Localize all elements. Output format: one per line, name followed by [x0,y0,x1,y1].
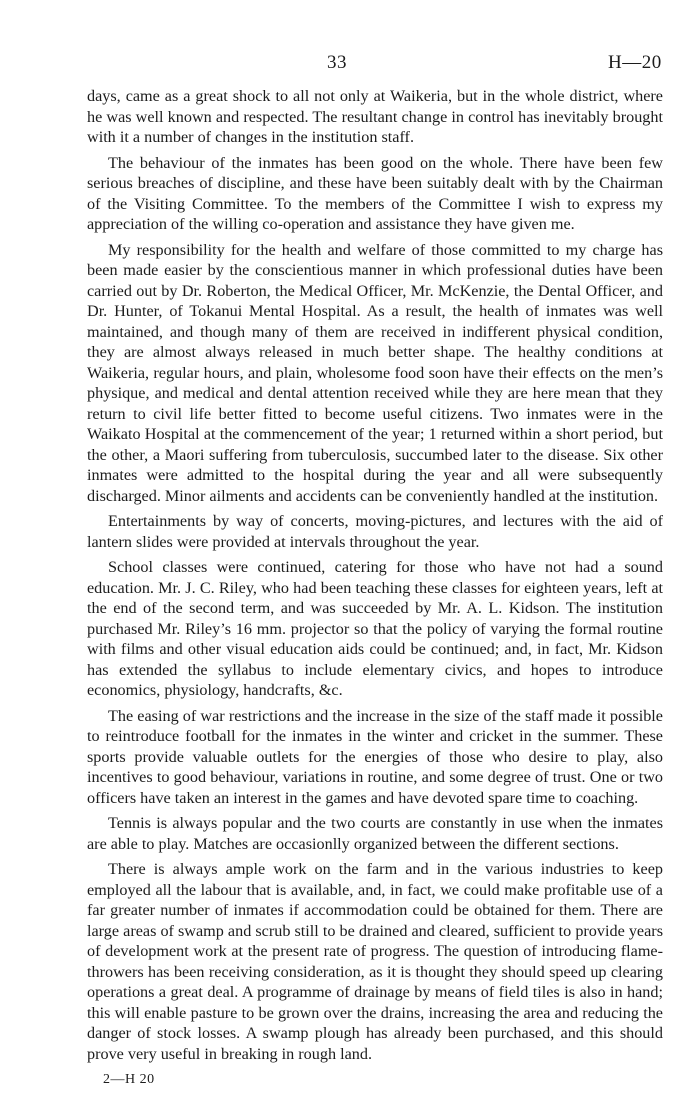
paragraph-behaviour: The behaviour of the inmates has been good on the whole. There have been few serious breaches of discipline, and these have been suitably dealt with by the Chairman of the Visiting Committee. To the members of the Committee I wish to express my appreciation of the willing co-operation and assistance they have given me. [87,153,663,233]
paragraph-school-classes: School classes were continued, catering for those who have not had a sound education. Mr. J. C. Riley, who had been teaching these classes for eighteen years, left at the end of the second term, and was succeeded by Mr. A. L. Kidson. The institution purchased Mr. Riley’s 16 mm. projector so that the policy of varying the formal routine with films and other visual education aids could be continued; and, in fact, Mr. Kidson has extended the syllabus to include elementary civics, and hopes to introduce economics, physiology, handcrafts, &c. [87,558,663,699]
paragraph-tennis: Tennis is always popular and the two courts are constantly in use when the inmates are able to play. Matches are occasionlly organized between the different sections. [87,814,663,853]
paragraph-health: My responsibility for the health and welfare of those committed to my charge has been made easier by the conscientious manner in which professional duties have been carried out by Dr. Roberton, the Medical Officer, Mr. McKenzie, the Dental Officer, and Dr. Hunter, of Tokanui Mental Hospital. As a result, the health of inmates was well maintained, and though many of them are received in indifferent physical condition, they are almost always released in much better shape. The healthy conditions at Waikeria, regular hours, and plain, wholesome food soon have their effects on the men’s physique, and medical and dental attention received while they are here mean that they return to civil life better fitted to become useful citizens. Two inmates were in the Waikato Hospital at the commencement of the year; 1 returned within a short period, but the other, a Maori suffering from tuberculosis, succumbed later to the disease. Six other inmates were admitted to the hospital during the year and all were subsequently discharged. Minor ailments and accidents can be conveniently handled at the institution. [87,240,663,505]
paragraph-entertainments: Entertainments by way of concerts, moving-pictures, and lectures with the aid of lantern slides were provided at intervals throughout the year. [87,512,663,551]
page-header [0,52,700,76]
signature-mark: 2—H 20 [103,1072,155,1087]
page-number: 33 [327,52,347,73]
paragraph-sports: The easing of war restrictions and the increase in the size of the staff made it possible to reintroduce football for the inmates in the winter and cricket in the summer. These sports provide valuable outlets for the energies of those who desire to play, also incentives to good behaviour, variations in routine, and some degree of trust. One or two officers have taken an interest in the games and have devoted spare time to coaching. [87,706,663,807]
body-text [87,86,663,1069]
paragraph-continuation: days, came as a great shock to all not only at Waikeria, but in the whole district, where he was well known and respected. The resultant change in control has inevitably brought with it a number of changes in the institution staff. [87,87,663,146]
document-reference: H—20 [608,52,662,73]
paragraph-farm-work: There is always ample work on the farm and in the various industries to keep employed all the labour that is available, and, in fact, we could make profitable use of a far greater number of inmates if accommodation could be obtained for them. There are large areas of swamp and scrub still to be drained and cleared, sufficient to provide years of development work at the present rate of progress. The question of introducing flame-throwers has been receiving consideration, as it is thought they should speed up clearing operations a great deal. A programme of drainage by means of field tiles is also in hand; this will enable pasture to be grown over the drains, increasing the area and reducing the danger of stock losses. A swamp plough has already been purchased, and this should prove very useful in breaking in rough land. [87,860,663,1063]
